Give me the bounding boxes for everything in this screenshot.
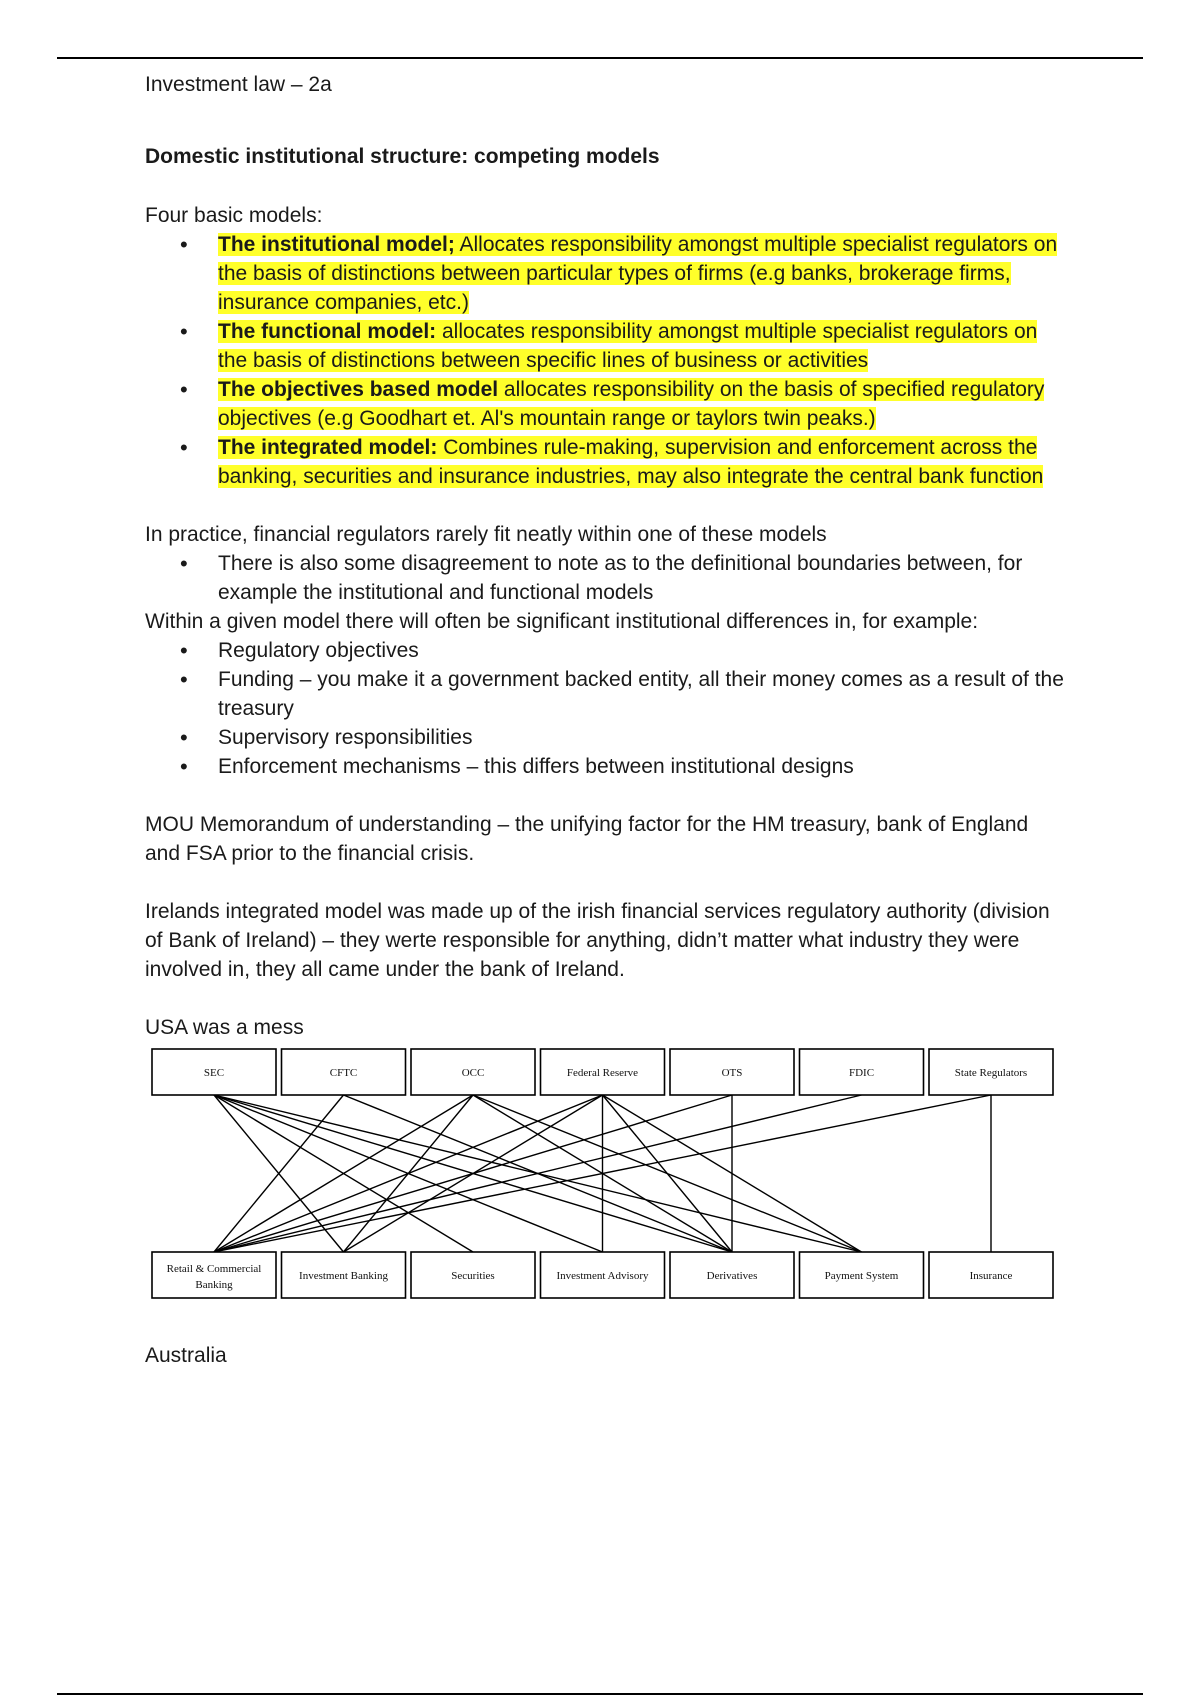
link-line — [603, 1095, 733, 1252]
sector-box — [800, 1252, 924, 1298]
sector-box — [929, 1252, 1053, 1298]
mou-text: MOU Memorandum of understanding – the unifying factor for the HM treasury, bank of England and FSA prior to the financial crisis. — [145, 813, 1029, 865]
us-regulators-diagram — [147, 1044, 1055, 1312]
australia-text: Australia — [145, 1344, 227, 1367]
regulator-label: Federal Reserve — [566, 1067, 639, 1079]
spacer — [145, 1312, 1065, 1341]
sector-label: Securities — [451, 1270, 495, 1282]
model-term: The objectives based model — [218, 378, 499, 401]
page-header: Investment law – 2a — [145, 73, 332, 96]
sector-label: Derivatives — [706, 1270, 758, 1282]
sector-label: Investment Advisory — [556, 1270, 649, 1282]
sector-label: Banking — [195, 1279, 233, 1291]
intro-text: Four basic models: — [145, 204, 323, 227]
list-item — [145, 375, 1065, 433]
list-item: • Funding – you make it a government backed entity, all their money comes as a result of the treasury — [145, 665, 1065, 723]
ireland-text: Irelands integrated model was made up of the irish financial services regulatory authority (division of Bank of Ireland) – they werte responsible for anything, didn’t matter what industry they were involved in, they all came under the bank of Ireland. — [145, 900, 1050, 981]
regulator-box — [282, 1049, 406, 1095]
regulator-box — [152, 1049, 276, 1095]
list-item — [145, 317, 1065, 375]
usa-text: USA was a mess — [145, 1016, 304, 1039]
spacer — [145, 491, 1065, 520]
spacer — [145, 868, 1065, 897]
regulator-label: OCC — [461, 1067, 485, 1079]
regulator-box — [411, 1049, 535, 1095]
regulator-box — [800, 1049, 924, 1095]
sector-box — [541, 1252, 665, 1298]
regulator-box — [929, 1049, 1053, 1095]
list-item: • Enforcement mechanisms – this differs between institutional designs — [145, 752, 1065, 781]
models-list — [145, 230, 1065, 491]
regulator-box — [670, 1049, 794, 1095]
regulator-box — [541, 1049, 665, 1095]
list-item — [145, 433, 1065, 491]
sector-box — [670, 1252, 794, 1298]
practice-text: In practice, financial regulators rarely fit neatly within one of these models — [145, 523, 827, 546]
sector-box — [411, 1252, 535, 1298]
sector-box — [282, 1252, 406, 1298]
model-text: allocates responsibility on the basis of specified regulatory objectives (e.g Goodhart et. Al's mountain range or taylors twin peaks.) — [218, 378, 1045, 430]
model-term: The institutional model; — [218, 233, 455, 256]
list-item — [145, 230, 1065, 317]
section-heading: Domestic institutional structure: competing models — [145, 145, 660, 168]
spacer — [145, 781, 1065, 810]
model-text: allocates responsibility amongst multiple specialist regulators on the basis of distinctions between specific lines of business or activities — [218, 320, 1038, 372]
sector-label: Retail & Commercial — [166, 1263, 262, 1275]
regulator-label: FDIC — [848, 1067, 875, 1079]
regulator-label: CFTC — [329, 1067, 358, 1079]
model-text: Allocates responsibility amongst multiple specialist regulators on the basis of distinctions between particular types of firms (e.g banks, brokerage firms, insurance companies, etc.) — [218, 233, 1058, 314]
model-term: The integrated model: — [218, 436, 438, 459]
model-text: Combines rule-making, supervision and enforcement across the banking, securities and insurance industries, may also integrate the central bank function — [218, 436, 1044, 488]
regulator-label: State Regulators — [954, 1067, 1028, 1079]
sector-label: Insurance — [969, 1270, 1013, 1282]
differences-text: Within a given model there will often be significant institutional differences in, for example: — [145, 610, 979, 633]
sector-label: Payment System — [824, 1270, 899, 1282]
model-term: The functional model: — [218, 320, 437, 343]
differences-list — [145, 636, 1065, 781]
regulator-label: OTS — [721, 1067, 743, 1079]
list-item: • Supervisory responsibilities — [145, 723, 1065, 752]
document-body — [145, 70, 1065, 1370]
top-rule — [57, 57, 1143, 59]
practice-list — [145, 549, 1065, 607]
sector-label: Investment Banking — [299, 1270, 388, 1282]
spacer — [145, 984, 1065, 1013]
sector-box — [152, 1252, 276, 1298]
sector-rect — [152, 1252, 276, 1298]
list-item: • There is also some disagreement to note as to the definitional boundaries between, for example the institutional and functional models — [145, 549, 1065, 607]
bottom-rule — [57, 1693, 1143, 1695]
list-item: • Regulatory objectives — [145, 636, 1065, 665]
regulator-label: SEC — [203, 1067, 225, 1079]
diagram-svg — [147, 1044, 1055, 1312]
